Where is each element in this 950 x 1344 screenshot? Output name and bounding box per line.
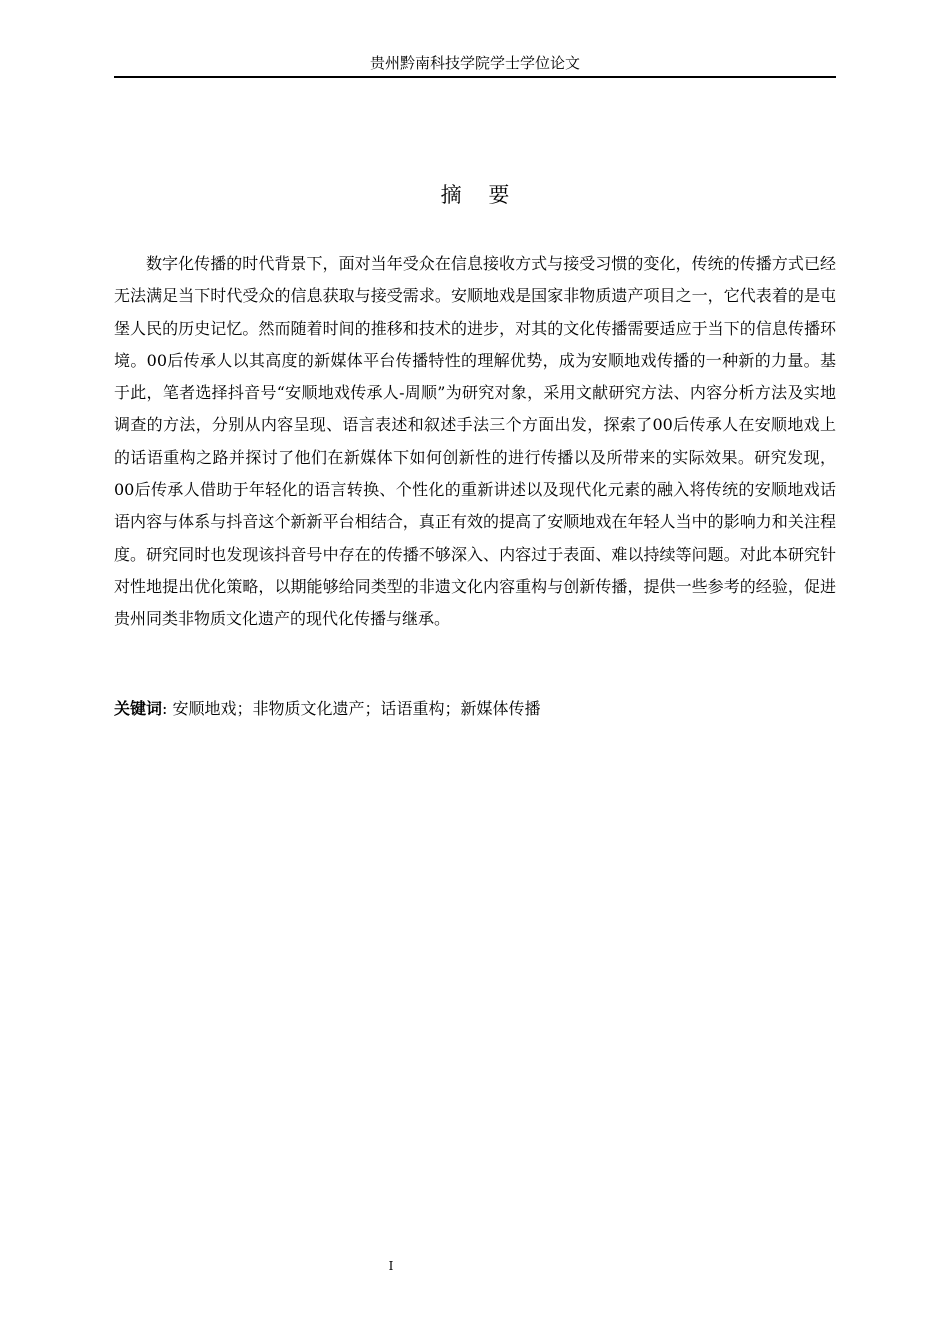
page-number: I [388,1259,394,1273]
abstract-title: 摘 要 [440,183,510,207]
abstract-body: 数字化传播的时代背景下，面对当年受众在信息接收方式与接受习惯的变化，传统的传播方式已经无法满足当下时代受众的信息获取与接受需求。安顺地戏是国家非物质遗产项目之一，它代表着的是屯堡人民的历史记忆。然而随着时间的推移和技术的进步，对其的文化传播需要适应于当下的信息传播环境。00后传承人以其高度的新媒体平台传播特性的理解优势，成为安顺地戏传播的一种新的力量。基于此，笔者选择抖音号“安顺地戏传承人-周顺”为研究对象，采用文献研究方法、内容分析方法及实地调查的方法，分别从内容呈现、语言表述和叙述手法三个方面出发，探索了00后传承人在安顺地戏上的话语重构之路并探讨了他们在新媒体下如何创新性的进行传播以及所带来的实际效果。研究发现，00后传承人借助于年轻化的语言转换、个性化的重新讲述以及现代化元素的融入将传统的安顺地戏话语内容与体系与抖音这个新新平台相结合，真正有效的提高了安顺地戏在年轻人当中的影响力和关注程度。研究同时也发现该抖音号中存在的传播不够深入、内容过于表面、难以持续等问题。对此本研究针对性地提出优化策略，以期能够给同类型的非遗文化内容重构与创新传播，提供一些参考的经验，促进贵州同类非物质文化遗产的现代化传播与继承。 [114,254,836,629]
page-header [114,52,836,78]
keywords-line [114,694,836,724]
keywords-separator: : [162,699,173,718]
keywords-list: 安顺地戏；非物质文化遗产；话语重构；新媒体传播 [172,699,541,718]
keywords-label: 关键词 [114,699,163,718]
header-title: 贵州黔南科技学院学士学位论文 [369,54,580,72]
